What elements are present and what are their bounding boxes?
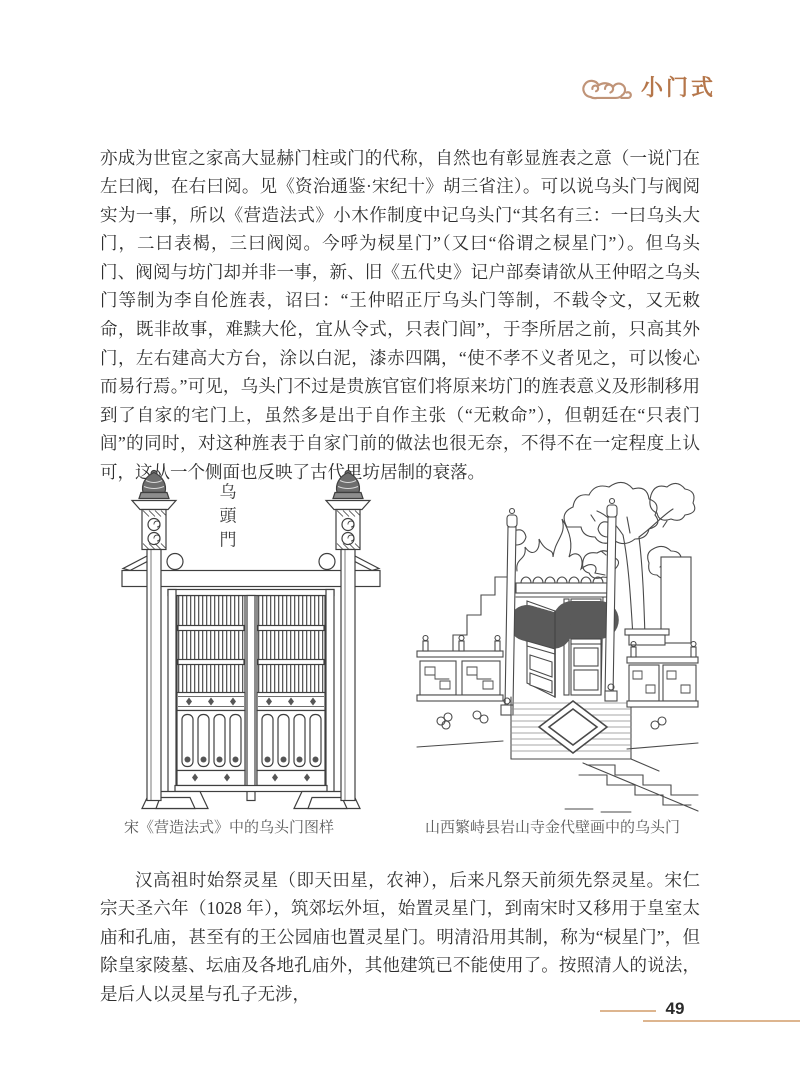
page-number: 49 [665, 999, 685, 1018]
mural-gate-drawing [415, 465, 700, 815]
wutou-gate-elevation-drawing [120, 467, 382, 813]
figure-vertical-label [220, 483, 238, 550]
steps [565, 759, 698, 812]
paragraph-wutoumen: 亦成为世宦之家高大显赫门柱或门的代称，自然也有彰显旌表之意（一说门在左曰阀，在右曰阅。见《资治通鉴·宋纪十》胡三省注）。可以说乌头门与阀阅实为一事，所以《营造法式》小木作制度中记乌头门“其名有三：一曰乌头大门，二曰表楬，三曰阀阅。今呼为棂星门”（又曰“俗谓之棂星门”）。但乌头门、阀阅与坊门却并非一事，新、旧《五代史》记户部奏请欲从王仲昭之乌头门等制为李自伦旌表，诏曰：“王仲昭正厅乌头门等制，不载令文，又无敕命，既非故事，难黩大伦，宜从令式，只表门闾”，于李所居之前，只高其外门，左右建高大方台，涂以白泥，漆赤四隅，“使不孝不义者见之，可以悛心而易行焉。”可见，乌头门不过是贵族官宦们将原来坊门的旌表意义及形制移用到了自家的宅门上，虽然多是出于自作主张（“无敕命”），但朝廷在“只表门闾”的同时，对这种旌表于自家门前的做法也很无奈，不得不在一定程度上认可，这从一个侧面也反映了古代里坊居制的衰落。 [100, 147, 700, 483]
figure-row [100, 465, 700, 857]
figure-label-char: 頭 [219, 506, 237, 526]
figure-label-char: 門 [219, 530, 237, 550]
right-balustrade [625, 557, 698, 749]
diamond-paving [511, 697, 631, 759]
page-header [578, 70, 716, 106]
gate-doors [527, 597, 603, 697]
figure-caption-left: 宋《营造法式》中的乌头门图样 [124, 819, 335, 836]
paragraph-lingxing: 汉高祖时始祭灵星（即天田星，农神），后来凡祭天前须先祭灵星。宋仁宗天圣六年（1028 年），筑郊坛外垣，始置灵星门，到南宋时又移用于皇室太庙和孔庙，甚至有的王公园庙也置灵星门。明清沿用其制，称为“棂星门”，但除皇家陵墓、坛庙及各地孔庙外，其他建筑已不能使用了。按照清人的说法，是后人以灵星与孔子无涉， [100, 869, 700, 1004]
figure-caption-right: 山西繁峙县岩山寺金代壁画中的乌头门 [425, 819, 681, 836]
figure-label-char: 乌 [219, 482, 237, 502]
section-title: 小门式 [640, 75, 716, 100]
left-balustrade [417, 636, 503, 748]
footer-rule-long [643, 1020, 800, 1022]
ruyi-cloud-icon [578, 70, 632, 106]
gate-crest [510, 519, 613, 597]
footer-rule-short [600, 1010, 656, 1012]
